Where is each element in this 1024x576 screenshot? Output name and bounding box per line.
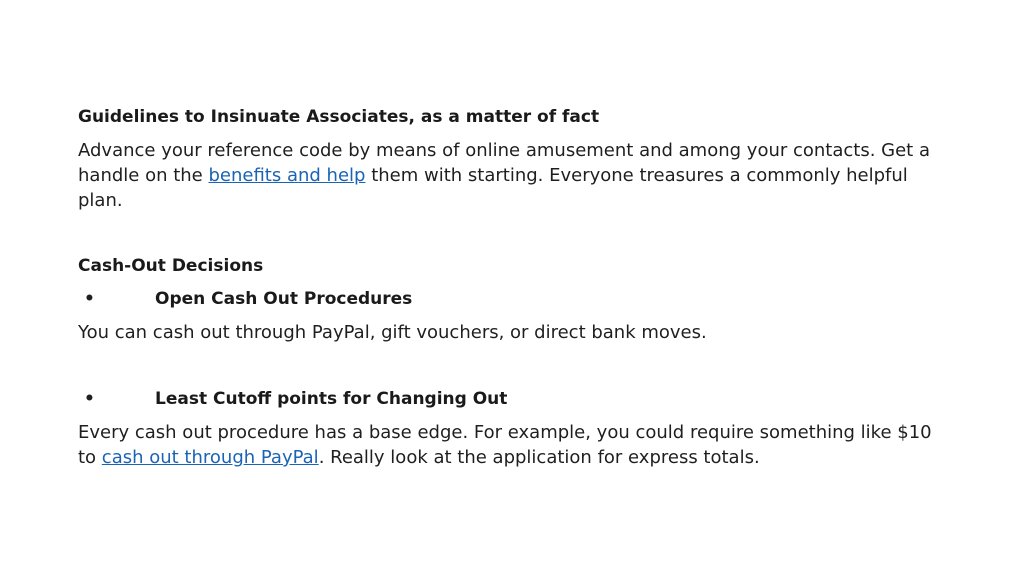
intro-text-part1: Advance your reference code by means of online amusement and among your contacts. Get a handle on the (78, 140, 930, 186)
guidelines-heading: Guidelines to Insinuate Associates, as a matter of fact (78, 107, 600, 127)
cash-out-decisions-heading: Cash-Out Decisions (78, 256, 264, 276)
open-cash-out-label: Open Cash Out Procedures (155, 289, 413, 309)
bullet-item-open-cash-out (78, 288, 678, 310)
cutoff-paragraph (78, 420, 938, 470)
bullet-icon: • (84, 289, 95, 309)
least-cutoff-label: Least Cutoff points for Changing Out (155, 389, 508, 409)
cutoff-text-part1: Every cash out procedure has a base edge. For example, you could require something like $10 to (78, 422, 932, 468)
cash-out-methods-paragraph: You can cash out through PayPal, gift vouchers, or direct bank moves. (78, 322, 707, 343)
document-page (78, 0, 948, 576)
intro-text-part2: them with starting. Everyone treasures a commonly helpful plan. (78, 165, 908, 211)
benefits-and-help-link[interactable]: benefits and help (208, 165, 366, 186)
intro-paragraph (78, 138, 938, 213)
bullet-item-least-cutoff (78, 388, 678, 410)
bullet-icon: • (84, 389, 95, 409)
cutoff-text-part2: . Really look at the application for express totals. (318, 447, 760, 468)
cash-out-paypal-link[interactable]: cash out through PayPal (101, 447, 319, 468)
